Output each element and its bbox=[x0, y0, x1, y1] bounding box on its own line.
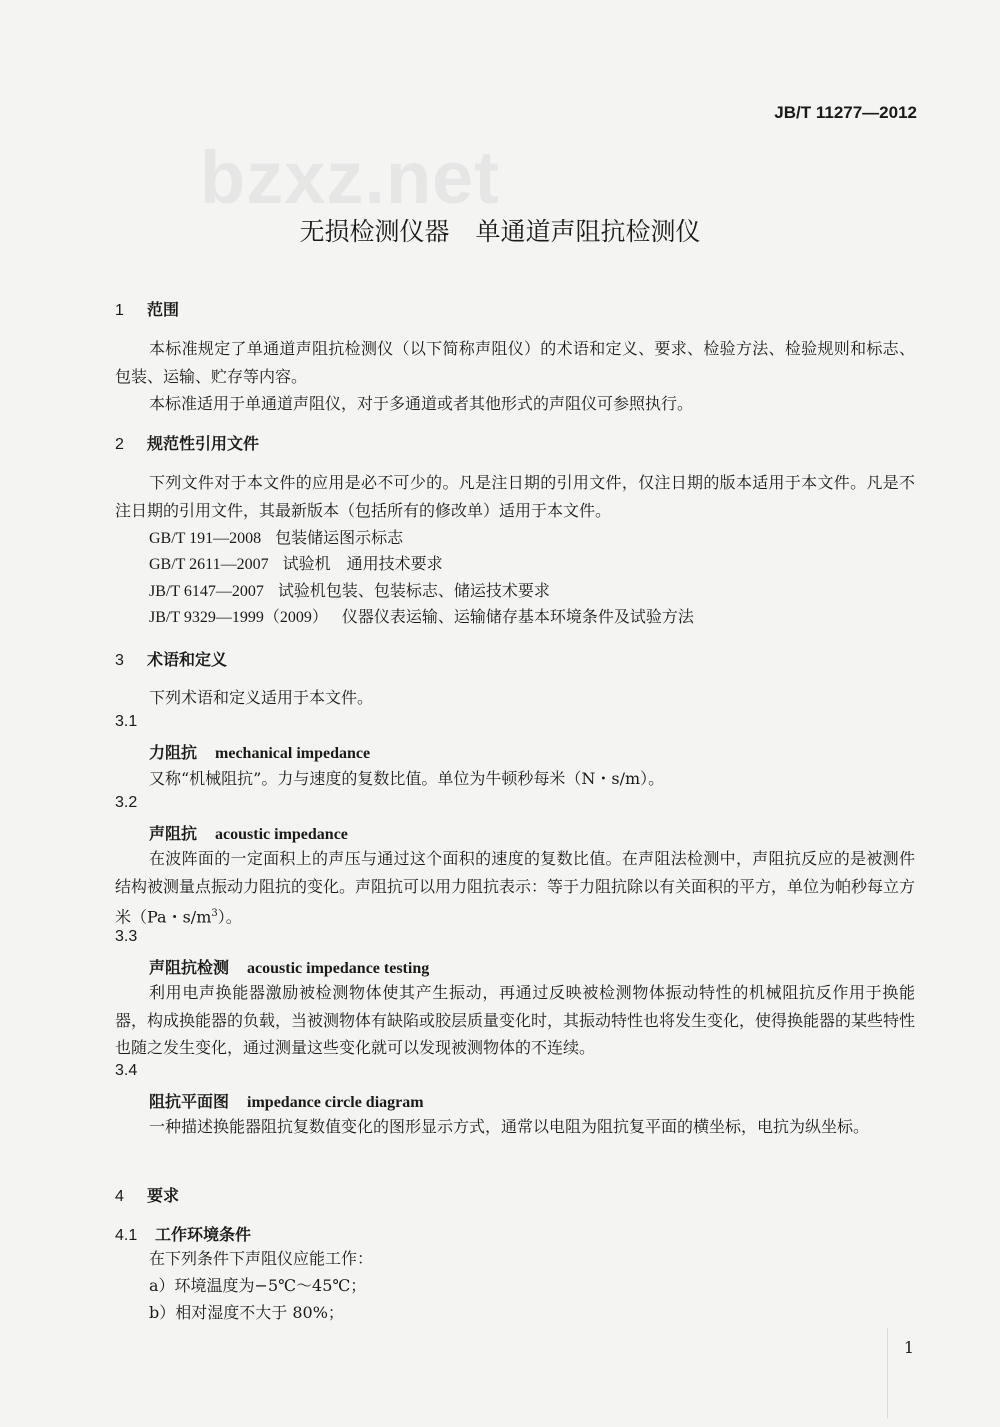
term-definition: 又称“机械阻抗”。力与速度的复数比值。单位为牛顿秒每米（N・s/m）。 bbox=[149, 769, 665, 788]
subsection-number: 4.1 bbox=[115, 1227, 138, 1244]
term-heading bbox=[149, 740, 370, 763]
term-heading bbox=[149, 821, 348, 844]
reference-code: JB/T 9329—1999（2009） bbox=[149, 609, 328, 626]
section-4-title: 要求 bbox=[147, 1186, 180, 1205]
section-1-para-1: 本标准规定了单通道声阻抗检测仪（以下简称声阻仪）的术语和定义、要求、检验方法、检验规则和标志、包装、运输、贮存等内容。 bbox=[115, 339, 915, 386]
section-3-heading bbox=[115, 647, 227, 670]
section-1-number: 1 bbox=[115, 302, 124, 319]
reference-item bbox=[149, 577, 550, 605]
scan-edge-line bbox=[887, 1328, 888, 1418]
section-3-para-1: 下列术语和定义适用于本文件。 bbox=[149, 688, 374, 707]
reference-code: GB/T 2611—2007 bbox=[149, 556, 269, 573]
section-2-heading bbox=[115, 431, 259, 454]
term-number: 3.3 bbox=[115, 928, 138, 945]
term-zh: 声阻抗 bbox=[149, 824, 198, 843]
term-heading bbox=[149, 955, 429, 978]
page-number: 1 bbox=[903, 1338, 914, 1357]
section-1-para-2: 本标准适用于单通道声阻仪，对于多通道或者其他形式的声阻仪可参照执行。 bbox=[149, 394, 694, 413]
watermark: bzxz.net bbox=[200, 136, 500, 219]
term-definition: 利用电声换能器激励被检测物体使其产生振动，再通过反映被检测物体振动特性的机械阻抗反作用于换能器，构成换能器的负载，当被测物体有缺陷或胶层质量变化时，其振动特性也将发生变化，使得换能器的某些特性也随之发生变化，通过测量这些变化就可以发现被测物体的不连续。 bbox=[115, 983, 916, 1057]
section-1-title: 范围 bbox=[147, 300, 180, 319]
reference-item bbox=[149, 603, 694, 631]
section-3-number: 3 bbox=[115, 652, 124, 669]
requirement-item: b）相对湿度不大于 80%； bbox=[149, 1303, 344, 1322]
reference-title: 包装储运图示标志 bbox=[275, 528, 404, 547]
term-number: 3.2 bbox=[115, 794, 138, 811]
requirement-item: a）环境温度为−5℃～45℃； bbox=[149, 1276, 367, 1295]
title-part-1: 无损检测仪器 bbox=[299, 217, 450, 246]
reference-item bbox=[149, 524, 403, 552]
document-title bbox=[0, 212, 1000, 248]
reference-title: 仪器仪表运输、运输储存基本环境条件及试验方法 bbox=[341, 607, 694, 626]
term-number: 3.4 bbox=[115, 1062, 138, 1079]
subsection-title: 工作环境条件 bbox=[155, 1225, 252, 1244]
section-4-number: 4 bbox=[115, 1188, 124, 1205]
term-number: 3.1 bbox=[115, 713, 138, 730]
reference-code: GB/T 191—2008 bbox=[149, 530, 262, 547]
reference-title: 试验机 通用技术要求 bbox=[282, 554, 443, 573]
term-zh: 声阻抗检测 bbox=[149, 958, 230, 977]
term-definition: 一种描述换能器阻抗复数值变化的图形显示方式，通常以电阻为阻抗复平面的横坐标，电抗为纵坐标。 bbox=[149, 1117, 870, 1136]
term-heading bbox=[149, 1089, 424, 1112]
term-en: acoustic impedance testing bbox=[247, 960, 430, 977]
term-en: impedance circle diagram bbox=[247, 1094, 424, 1111]
subsection-4-1-heading bbox=[115, 1222, 251, 1245]
section-2-title: 规范性引用文件 bbox=[147, 434, 260, 453]
term-zh: 阻抗平面图 bbox=[149, 1092, 230, 1111]
section-4-heading bbox=[115, 1183, 179, 1206]
term-definition-end: ）。 bbox=[217, 907, 242, 927]
term-en: mechanical impedance bbox=[215, 745, 371, 762]
section-3-title: 术语和定义 bbox=[147, 650, 228, 669]
term-en: acoustic impedance bbox=[215, 826, 348, 843]
requirement-intro: 在下列条件下声阻仪应能工作： bbox=[149, 1249, 374, 1268]
reference-code: JB/T 6147—2007 bbox=[149, 583, 264, 600]
section-2-number: 2 bbox=[115, 436, 124, 453]
title-part-2: 单通道声阻抗检测仪 bbox=[475, 217, 701, 246]
reference-title: 试验机包装、包装标志、储运技术要求 bbox=[277, 581, 550, 600]
reference-item bbox=[149, 550, 443, 578]
term-zh: 力阻抗 bbox=[149, 743, 198, 762]
term-definition bbox=[115, 845, 915, 931]
section-1-heading bbox=[115, 297, 179, 320]
standard-number: JB/T 11277—2012 bbox=[774, 103, 917, 122]
term-definition-text: 在波阵面的一定面积上的声压与通过这个面积的速度的复数比值。在声阻法检测中，声阻抗反应的是被测件结构被测量点振动力阻抗的变化。声阻抗可以用力阻抗表示：等于力阻抗除以有关面积的平方，单位为帕秒每立方米（Pa・s/m bbox=[115, 849, 916, 927]
section-2-para-1: 下列文件对于本文件的应用是必不可少的。凡是注日期的引用文件，仅注日期的版本适用于本文件。凡是不注日期的引用文件，其最新版本（包括所有的修改单）适用于本文件。 bbox=[115, 473, 915, 520]
superscript: 3 bbox=[211, 908, 218, 919]
